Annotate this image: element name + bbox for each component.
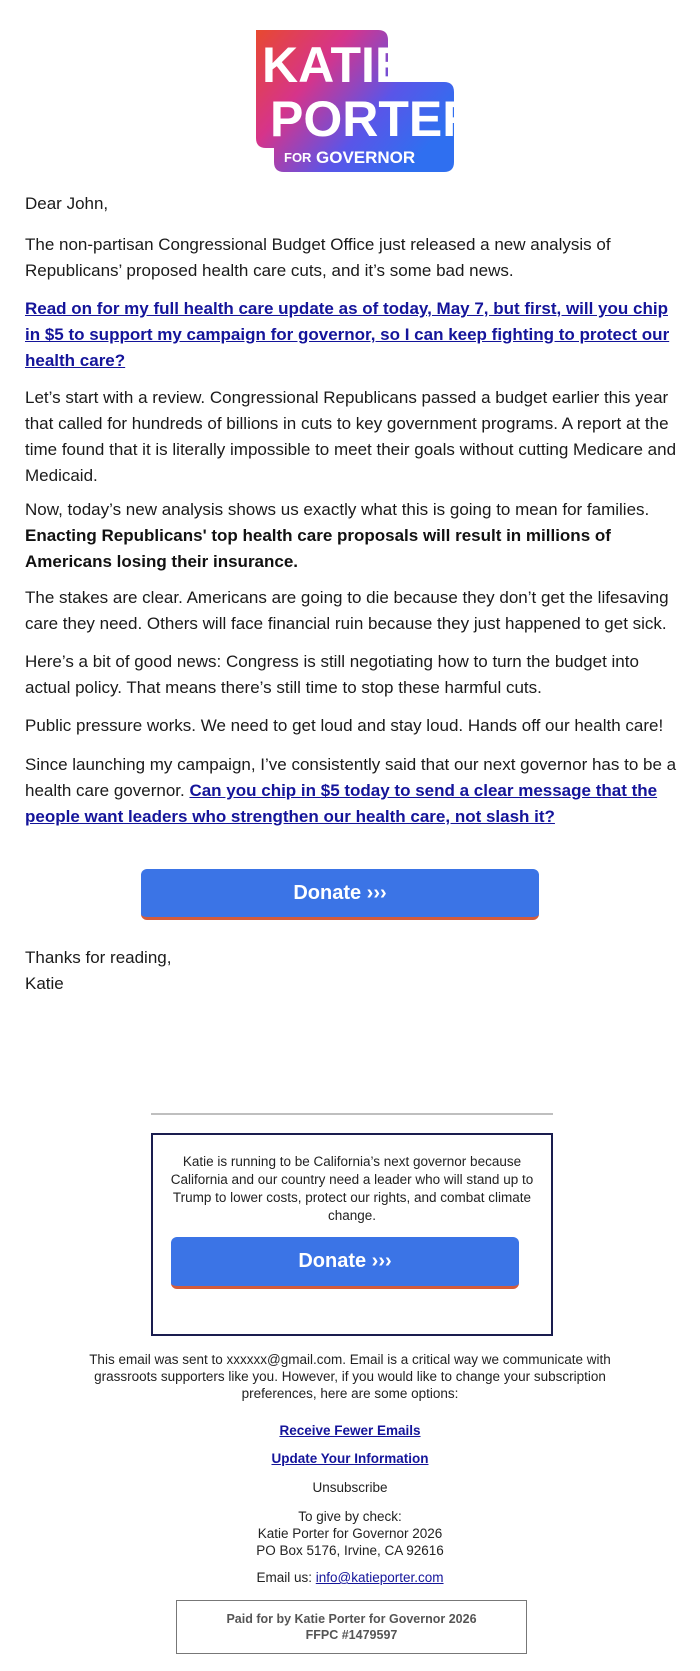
paragraph-public-pressure: Public pressure works. We need to get loud and stay loud. Hands off our health care! — [25, 716, 664, 735]
footer-link-fewer-wrap — [70, 1422, 630, 1439]
logo-line2: PORTER — [270, 91, 479, 147]
paragraph-chip-in-link — [25, 296, 677, 374]
paragraph-campaign — [25, 752, 677, 830]
check-address: PO Box 5176, Irvine, CA 92616 — [256, 1543, 444, 1558]
logo-governor: GOVERNOR — [316, 148, 416, 167]
email-address-link[interactable]: info@katieporter.com — [315, 1570, 444, 1585]
analysis-bold: Enacting Republicans' top health care proposals will result in millions of Americans losing their insurance. — [25, 526, 611, 571]
paid-by-text: Paid for by Katie Porter for Governor 2026 — [226, 1612, 477, 1626]
ffpc-number: FFPC #1479597 — [305, 1628, 398, 1642]
check-info — [70, 1508, 630, 1559]
donate-button-main[interactable]: Donate ››› — [141, 869, 539, 920]
logo-graphic — [248, 30, 479, 172]
update-information-link[interactable]: Update Your Information — [271, 1451, 429, 1466]
chip-in-link-top[interactable]: Read on for my full health care update as of today, May 7, but first, will you chip in $5 to support my campaign for governor, so I can keep fighting to protect our health care? — [25, 299, 670, 370]
paragraph-cbo-analysis: The non-partisan Congressional Budget Office just released a new analysis of Republicans’ proposed health care cuts, and it’s some bad news. — [25, 235, 611, 280]
email-us — [70, 1569, 630, 1586]
paragraph-stakes: The stakes are clear. Americans are going to die because they don’t get the lifesaving care they need. Others will face financial ruin because they just happened to get sick. — [25, 588, 669, 633]
check-label: To give by check: — [298, 1509, 402, 1524]
footer-notice: This email was sent to xxxxxx@gmail.com. Email is a critical way we communicate with grassroots supporters like you. However, if you would like to change your subscription preferences, here are some options: — [89, 1352, 611, 1401]
logo-line1: KATIE — [262, 37, 409, 93]
promo-text: Katie is running to be California’s next governor because California and our country need a leader who will stand up to Trump to lower costs, protect our rights, and combat climate change. — [170, 1154, 534, 1223]
signoff — [25, 945, 677, 997]
paragraph-review: Let’s start with a review. Congressional Republicans passed a budget earlier this year that called for hundreds of billions in cuts to key government programs. A report at the time found that it is literally impossible to meet their goals without cutting Medicare and Medicaid. — [25, 388, 677, 485]
divider — [151, 1113, 553, 1115]
promo-box — [151, 1133, 553, 1336]
greeting: Dear John, — [25, 194, 109, 213]
signature: Katie — [25, 974, 64, 993]
check-name: Katie Porter for Governor 2026 — [257, 1526, 443, 1541]
unsubscribe-link[interactable]: Unsubscribe — [312, 1480, 388, 1495]
footer-link-update-wrap — [70, 1450, 630, 1467]
analysis-text: Now, today’s new analysis shows us exactly what this is going to mean for families. — [25, 500, 650, 519]
signoff-line: Thanks for reading, — [25, 948, 172, 967]
email-label: Email us: — [256, 1570, 312, 1585]
chip-in-link-bottom[interactable]: Can you chip in $5 today to send a clear message that the people want leaders who strengthen our health care, not slash it? — [25, 781, 658, 826]
logo-for: FOR — [284, 150, 312, 165]
campaign-text: Since launching my campaign, I’ve consistently said that our next governor has to be a health care governor. — [25, 755, 677, 800]
paid-for-box — [176, 1600, 527, 1654]
campaign-logo — [248, 30, 479, 172]
paragraph-good-news: Here’s a bit of good news: Congress is still negotiating how to turn the budget into actual policy. That means there’s still time to stop these harmful cuts. — [25, 652, 639, 697]
paragraph-analysis — [25, 497, 677, 575]
receive-fewer-emails-link[interactable]: Receive Fewer Emails — [279, 1423, 421, 1438]
donate-button-promo[interactable]: Donate ››› — [171, 1237, 519, 1289]
